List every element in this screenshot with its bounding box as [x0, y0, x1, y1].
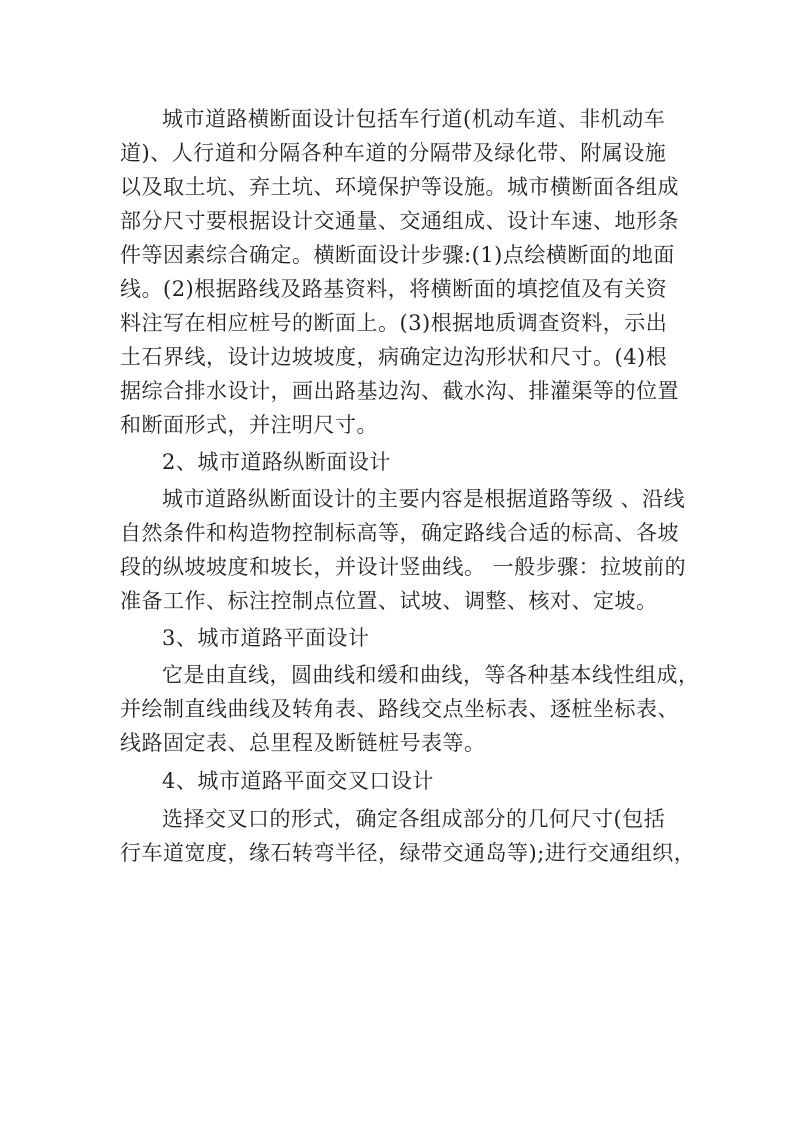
paragraph-cross-section-line-6: 线。(2)根据路线及路基资料，将横断面的填挖值及有关资: [120, 277, 668, 301]
section-heading-longitudinal: 2、城市道路纵断面设计: [162, 450, 391, 474]
paragraph-longitudinal-line-4: 准备工作、标注控制点位置、试坡、调整、核对、定坡。: [120, 589, 658, 613]
paragraph-cross-section-line-2: 道)、人行道和分隔各种车道的分隔带及绿化带、附属设施: [120, 141, 667, 165]
paragraph-cross-section-line-5: 件等因素综合确定。横断面设计步骤:(1)点绘横断面的地面: [120, 243, 675, 267]
paragraph-plane-line-1: 它是由直线，圆曲线和缓和曲线，等各种基本线性组成，: [162, 663, 700, 687]
paragraph-cross-section-line-1: 城市道路横断面设计包括车行道(机动车道、非机动车: [162, 107, 666, 131]
paragraph-plane-line-2: 并绘制直线曲线及转角表、路线交点坐标表、逐桩坐标表、: [120, 697, 679, 721]
paragraph-intersection-line-1: 选择交叉口的形式，确定各组成部分的几何尺寸(包括: [162, 807, 666, 831]
paragraph-intersection-line-2: 行车道宽度，缘石转弯半径，绿带交通岛等);进行交通组织，: [120, 841, 696, 865]
paragraph-longitudinal-line-1: 城市道路纵断面设计的主要内容是根据道路等级 、沿线: [162, 487, 686, 511]
paragraph-cross-section-line-4: 部分尺寸要根据设计交通量、交通组成、设计车速、地形条: [120, 209, 679, 233]
paragraph-cross-section-line-7: 料注写在相应桩号的断面上。(3)根据地质调查资料，示出: [120, 311, 668, 335]
paragraph-longitudinal-line-2: 自然条件和构造物控制标高等，确定路线合适的标高、各坡: [120, 521, 679, 545]
paragraph-plane-line-3: 线路固定表、总里程及断链桩号表等。: [120, 731, 486, 755]
paragraph-longitudinal-line-3: 段的纵坡坡度和坡长，并设计竖曲线。 一般步骤：拉坡前的: [120, 555, 687, 579]
paragraph-cross-section-line-9: 据综合排水设计，画出路基边沟、截水沟、排灌渠等的位置: [120, 379, 679, 403]
section-heading-plane: 3、城市道路平面设计: [162, 626, 370, 650]
paragraph-cross-section-line-8: 土石界线，设计边坡坡度，病确定边沟形状和尺寸。(4)根: [120, 345, 668, 369]
section-heading-intersection: 4、城市道路平面交叉口设计: [162, 769, 434, 793]
paragraph-cross-section-line-10: 和断面形式，并注明尺寸。: [120, 413, 378, 437]
paragraph-cross-section-line-3: 以及取土坑、弃土坑、环境保护等设施。城市横断面各组成: [120, 175, 679, 199]
